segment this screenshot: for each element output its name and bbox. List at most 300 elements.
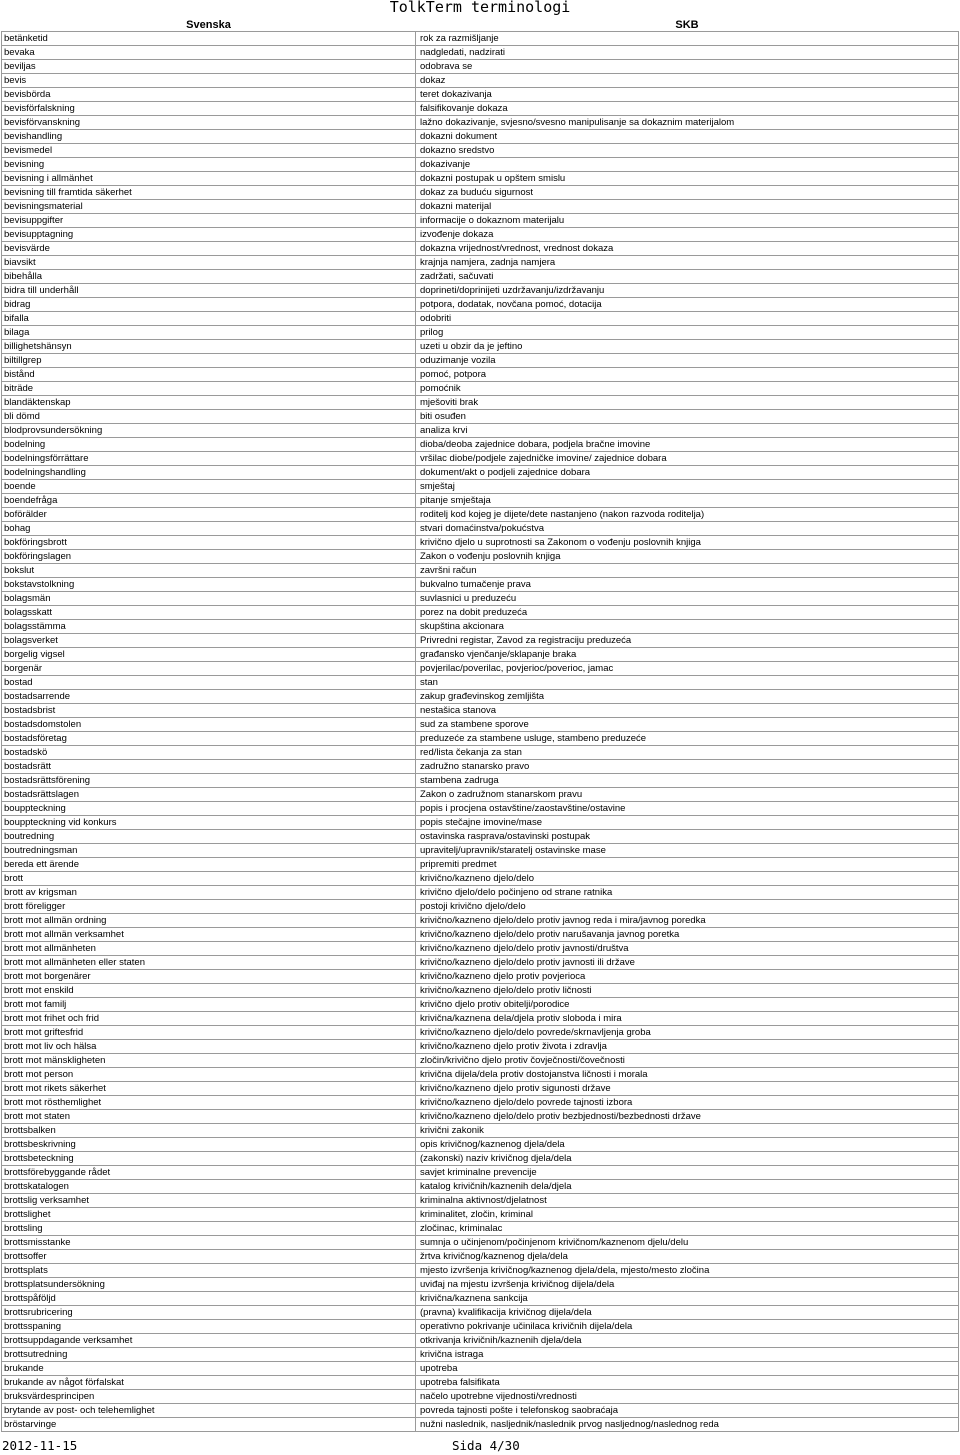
term-swedish: blandäktenskap	[2, 396, 416, 410]
table-row	[2, 1012, 959, 1026]
table-row	[2, 200, 959, 214]
term-skb: krajnja namjera, zadnja namjera	[416, 256, 959, 270]
table-row	[2, 368, 959, 382]
table-row	[2, 1334, 959, 1348]
term-swedish: brottsoffer	[2, 1250, 416, 1264]
table-row	[2, 1376, 959, 1390]
term-swedish: bevisning i allmänhet	[2, 172, 416, 186]
table-row	[2, 410, 959, 424]
table-row	[2, 1362, 959, 1376]
terminology-table	[1, 19, 959, 1432]
table-row	[2, 46, 959, 60]
term-swedish: bevisupptagning	[2, 228, 416, 242]
term-skb: kriminalitet, zločin, kriminal	[416, 1208, 959, 1222]
term-skb: preduzeće za stambene usluge, stambeno preduzeće	[416, 732, 959, 746]
term-skb: katalog krivičnih/kaznenih dela/djela	[416, 1180, 959, 1194]
table-row	[2, 1208, 959, 1222]
term-skb: mjesto izvršenja krivičnog/kaznenog djela/dela, mjesto/mesto zločina	[416, 1264, 959, 1278]
table-row	[2, 984, 959, 998]
term-swedish: brottsbeskrivning	[2, 1138, 416, 1152]
term-swedish: bodelning	[2, 438, 416, 452]
table-row	[2, 74, 959, 88]
term-skb: krivična/kaznena sankcija	[416, 1292, 959, 1306]
term-swedish: bevisvärde	[2, 242, 416, 256]
table-body	[2, 32, 959, 1432]
term-skb: uzeti u obzir da je jeftino	[416, 340, 959, 354]
table-row	[2, 228, 959, 242]
term-skb: upravitelj/upravnik/staratelj ostavinske mase	[416, 844, 959, 858]
table-row	[2, 788, 959, 802]
column-header-swedish: Svenska	[186, 19, 231, 31]
term-swedish: billighetshänsyn	[2, 340, 416, 354]
table-row	[2, 662, 959, 676]
table-row	[2, 256, 959, 270]
term-skb: red/lista čekanja za stan	[416, 746, 959, 760]
table-row	[2, 1250, 959, 1264]
term-swedish: bokstavstolkning	[2, 578, 416, 592]
table-row	[2, 1236, 959, 1250]
term-swedish: brott mot borgenärer	[2, 970, 416, 984]
term-swedish: bevisning	[2, 158, 416, 172]
term-swedish: brott mot familj	[2, 998, 416, 1012]
table-row	[2, 382, 959, 396]
table-row	[2, 508, 959, 522]
term-swedish: bevisbörda	[2, 88, 416, 102]
term-swedish: bevisförfalskning	[2, 102, 416, 116]
term-skb: ostavinska rasprava/ostavinski postupak	[416, 830, 959, 844]
term-skb: porez na dobit preduzeća	[416, 606, 959, 620]
table-row	[2, 858, 959, 872]
term-skb: krivično djelo protiv obitelji/porodice	[416, 998, 959, 1012]
term-swedish: bevisuppgifter	[2, 214, 416, 228]
table-row	[2, 1306, 959, 1320]
term-skb: bukvalno tumačenje prava	[416, 578, 959, 592]
table-row	[2, 900, 959, 914]
term-skb: pripremiti predmet	[416, 858, 959, 872]
term-swedish: brottslig verksamhet	[2, 1194, 416, 1208]
term-swedish: borgelig vigsel	[2, 648, 416, 662]
term-swedish: brottsuppdagande verksamhet	[2, 1334, 416, 1348]
term-swedish: bröstarvinge	[2, 1418, 416, 1432]
term-skb: zločin/krivično djelo protiv čovječnosti/čovečnosti	[416, 1054, 959, 1068]
term-skb: otkrivanja krivičnih/kaznenih djela/dela	[416, 1334, 959, 1348]
term-skb: zakup građevinskog zemljišta	[416, 690, 959, 704]
term-swedish: bevismedel	[2, 144, 416, 158]
table-row	[2, 1222, 959, 1236]
table-row	[2, 60, 959, 74]
term-swedish: bokslut	[2, 564, 416, 578]
term-skb: dokazni dokument	[416, 130, 959, 144]
term-swedish: bevis	[2, 74, 416, 88]
term-skb: završni račun	[416, 564, 959, 578]
term-swedish: brottspåföljd	[2, 1292, 416, 1306]
table-row	[2, 340, 959, 354]
term-swedish: brott mot rikets säkerhet	[2, 1082, 416, 1096]
term-swedish: blodprovsundersökning	[2, 424, 416, 438]
term-swedish: bostadsrätt	[2, 760, 416, 774]
term-swedish: brukande	[2, 1362, 416, 1376]
term-skb: mješoviti brak	[416, 396, 959, 410]
term-skb: oduzimanje vozila	[416, 354, 959, 368]
table-row	[2, 564, 959, 578]
term-swedish: brottsutredning	[2, 1348, 416, 1362]
term-skb: krivično/kazneno djelo/delo povrede/skrnavljenja groba	[416, 1026, 959, 1040]
table-row	[2, 1320, 959, 1334]
term-skb: odobrava se	[416, 60, 959, 74]
term-skb: nestašica stanova	[416, 704, 959, 718]
term-swedish: brott mot allmänheten eller staten	[2, 956, 416, 970]
term-swedish: brott mot allmän ordning	[2, 914, 416, 928]
table-row	[2, 1110, 959, 1124]
table-row	[2, 32, 959, 46]
table-row	[2, 1152, 959, 1166]
table-row	[2, 284, 959, 298]
table-row	[2, 172, 959, 186]
table-row	[2, 494, 959, 508]
table-row	[2, 1166, 959, 1180]
term-swedish: betänketid	[2, 32, 416, 46]
term-skb: operativno pokrivanje učinilaca krivičnih dijela/dela	[416, 1320, 959, 1334]
term-swedish: brott mot mänskligheten	[2, 1054, 416, 1068]
term-skb: krivično/kazneno djelo/delo protiv javnosti ili države	[416, 956, 959, 970]
term-skb: stan	[416, 676, 959, 690]
table-row	[2, 816, 959, 830]
term-swedish: bostadskö	[2, 746, 416, 760]
term-skb: dokaz	[416, 74, 959, 88]
term-skb: dokaz za buduću sigurnost	[416, 186, 959, 200]
term-skb: pomoć, potpora	[416, 368, 959, 382]
term-skb: popis i procjena ostavštine/zaostavštine/ostavine	[416, 802, 959, 816]
table-row	[2, 1390, 959, 1404]
term-swedish: brottsplatsundersökning	[2, 1278, 416, 1292]
table-row	[2, 648, 959, 662]
term-skb: stvari domaćinstva/pokućstva	[416, 522, 959, 536]
term-skb: doprineti/doprinijeti uzdržavanju/izdržavanju	[416, 284, 959, 298]
footer-page-number: Sida 4/30	[452, 1438, 520, 1453]
term-skb: kriminalna aktivnost/djelatnost	[416, 1194, 959, 1208]
term-skb: rok za razmišljanje	[416, 32, 959, 46]
term-swedish: bouppteckning vid konkurs	[2, 816, 416, 830]
term-swedish: bevisning till framtida säkerhet	[2, 186, 416, 200]
term-swedish: brottsling	[2, 1222, 416, 1236]
term-swedish: bibehålla	[2, 270, 416, 284]
term-skb: načelo upotrebne vijednosti/vrednosti	[416, 1390, 959, 1404]
term-swedish: bevaka	[2, 46, 416, 60]
term-swedish: bostadsrättslagen	[2, 788, 416, 802]
table-row	[2, 718, 959, 732]
term-skb: biti osuđen	[416, 410, 959, 424]
term-swedish: bevisningsmaterial	[2, 200, 416, 214]
table-row	[2, 466, 959, 480]
table-row	[2, 928, 959, 942]
term-skb: krivična/kaznena dela/djela protiv sloboda i mira	[416, 1012, 959, 1026]
term-swedish: boutredningsman	[2, 844, 416, 858]
term-swedish: boende	[2, 480, 416, 494]
term-swedish: brott mot liv och hälsa	[2, 1040, 416, 1054]
table-row	[2, 620, 959, 634]
term-swedish: boendefråga	[2, 494, 416, 508]
table-row	[2, 452, 959, 466]
term-swedish: bereda ett ärende	[2, 858, 416, 872]
term-skb: stambena zadruga	[416, 774, 959, 788]
term-skb: uviđaj na mjestu izvršenja krivičnog dijela/dela	[416, 1278, 959, 1292]
term-swedish: brottsbalken	[2, 1124, 416, 1138]
term-swedish: bostadsrättsförening	[2, 774, 416, 788]
table-row	[2, 956, 959, 970]
table-row	[2, 424, 959, 438]
term-swedish: bostadsarrende	[2, 690, 416, 704]
table-header-row	[2, 19, 959, 32]
term-skb: nužni naslednik, nasljednik/naslednik prvog nasljednog/naslednog reda	[416, 1418, 959, 1432]
term-skb: opis krivičnog/kaznenog djela/dela	[416, 1138, 959, 1152]
term-skb: Privredni registar, Zavod za registraciju preduzeća	[416, 634, 959, 648]
term-swedish: boförälder	[2, 508, 416, 522]
table-row	[2, 158, 959, 172]
table-row	[2, 578, 959, 592]
table-row	[2, 242, 959, 256]
table-row	[2, 522, 959, 536]
table-row	[2, 130, 959, 144]
term-skb: smještaj	[416, 480, 959, 494]
term-skb: krivično/kazneno djelo protiv života i zdravlja	[416, 1040, 959, 1054]
term-swedish: brukande av något förfalskat	[2, 1376, 416, 1390]
term-swedish: bevisförvanskning	[2, 116, 416, 130]
term-swedish: boutredning	[2, 830, 416, 844]
table-row	[2, 144, 959, 158]
term-swedish: beviljas	[2, 60, 416, 74]
term-swedish: bostadsdomstolen	[2, 718, 416, 732]
page-footer	[2, 1438, 958, 1454]
table-row	[2, 914, 959, 928]
term-skb: pitanje smještaja	[416, 494, 959, 508]
table-row	[2, 102, 959, 116]
term-skb: krivično/kazneno djelo/delo protiv javnog reda i mira/javnog poredka	[416, 914, 959, 928]
term-swedish: brott av krigsman	[2, 886, 416, 900]
term-swedish: bodelningshandling	[2, 466, 416, 480]
term-skb: krivično/kazneno djelo/delo protiv bezbjednosti/bezbednosti države	[416, 1110, 959, 1124]
term-skb: dokazivanje	[416, 158, 959, 172]
column-header-skb: SKB	[675, 19, 699, 31]
term-skb: pomoćnik	[416, 382, 959, 396]
table-row	[2, 1124, 959, 1138]
table-row	[2, 326, 959, 340]
term-swedish: brott mot allmänheten	[2, 942, 416, 956]
table-row	[2, 1418, 959, 1432]
table-row	[2, 592, 959, 606]
term-swedish: bolagsstämma	[2, 620, 416, 634]
table-row	[2, 1278, 959, 1292]
table-row	[2, 550, 959, 564]
term-skb: upotreba	[416, 1362, 959, 1376]
term-swedish: brott mot enskild	[2, 984, 416, 998]
term-skb: krivično djelo/delo počinjeno od strane ratnika	[416, 886, 959, 900]
term-swedish: brott föreligger	[2, 900, 416, 914]
term-swedish: brottsrubricering	[2, 1306, 416, 1320]
term-skb: dioba/deoba zajednice dobara, podjela bračne imovine	[416, 438, 959, 452]
term-skb: prilog	[416, 326, 959, 340]
term-skb: teret dokazivanja	[416, 88, 959, 102]
term-swedish: brytande av post- och telehemlighet	[2, 1404, 416, 1418]
table-row	[2, 830, 959, 844]
table-row	[2, 886, 959, 900]
table-row	[2, 690, 959, 704]
term-swedish: brott mot rösthemlighet	[2, 1096, 416, 1110]
term-skb: upotreba falsifikata	[416, 1376, 959, 1390]
term-swedish: brott mot staten	[2, 1110, 416, 1124]
term-skb: krivično/kazneno djelo/delo povrede tajnosti izbora	[416, 1096, 959, 1110]
term-skb: zadržati, sačuvati	[416, 270, 959, 284]
table-row	[2, 802, 959, 816]
term-swedish: brottsspaning	[2, 1320, 416, 1334]
table-row	[2, 844, 959, 858]
table-row	[2, 676, 959, 690]
term-skb: falsifikovanje dokaza	[416, 102, 959, 116]
term-swedish: bokföringslagen	[2, 550, 416, 564]
table-row	[2, 1404, 959, 1418]
term-skb: nadgledati, nadzirati	[416, 46, 959, 60]
term-swedish: bli dömd	[2, 410, 416, 424]
term-skb: krivično/kazneno djelo protiv povjerioca	[416, 970, 959, 984]
term-skb: lažno dokazivanje, svjesno/svesno manipulisanje sa dokaznim materijalom	[416, 116, 959, 130]
term-skb: dokazno sredstvo	[416, 144, 959, 158]
table-row	[2, 1096, 959, 1110]
term-swedish: bostad	[2, 676, 416, 690]
term-skb: dokazni materijal	[416, 200, 959, 214]
term-swedish: bistånd	[2, 368, 416, 382]
table-row	[2, 438, 959, 452]
table-row	[2, 88, 959, 102]
term-swedish: biavsikt	[2, 256, 416, 270]
table-row	[2, 1180, 959, 1194]
term-swedish: brott mot griftesfrid	[2, 1026, 416, 1040]
term-swedish: brott mot person	[2, 1068, 416, 1082]
term-swedish: bruksvärdesprincipen	[2, 1390, 416, 1404]
term-swedish: bidra till underhåll	[2, 284, 416, 298]
table-row	[2, 942, 959, 956]
term-skb: krivična dijela/dela protiv dostojanstva ličnosti i morala	[416, 1068, 959, 1082]
table-row	[2, 1264, 959, 1278]
term-swedish: bouppteckning	[2, 802, 416, 816]
term-skb: roditelj kod kojeg je dijete/dete nastanjeno (nakon razvoda roditelja)	[416, 508, 959, 522]
term-swedish: brott mot frihet och frid	[2, 1012, 416, 1026]
table-row	[2, 270, 959, 284]
table-row	[2, 732, 959, 746]
term-swedish: biltillgrep	[2, 354, 416, 368]
term-skb: (zakonski) naziv krivičnog djela/dela	[416, 1152, 959, 1166]
table-row	[2, 872, 959, 886]
term-skb: suvlasnici u preduzeću	[416, 592, 959, 606]
table-row	[2, 396, 959, 410]
table-row	[2, 480, 959, 494]
term-swedish: brottskatalogen	[2, 1180, 416, 1194]
term-swedish: bifalla	[2, 312, 416, 326]
term-skb: sumnja o učinjenom/počinjenom krivičnom/kaznenom djelu/delu	[416, 1236, 959, 1250]
term-swedish: brottsförebyggande rådet	[2, 1166, 416, 1180]
term-skb: građansko vjenčanje/sklapanje braka	[416, 648, 959, 662]
term-skb: krivično/kazneno djelo/delo protiv ličnosti	[416, 984, 959, 998]
table-row	[2, 1082, 959, 1096]
term-swedish: bolagsmän	[2, 592, 416, 606]
term-swedish: brottslighet	[2, 1208, 416, 1222]
term-skb: Zakon o zadružnom stanarskom pravu	[416, 788, 959, 802]
term-swedish: bidrag	[2, 298, 416, 312]
table-row	[2, 312, 959, 326]
table-row	[2, 186, 959, 200]
term-swedish: bokföringsbrott	[2, 536, 416, 550]
term-swedish: brottsplats	[2, 1264, 416, 1278]
table-row	[2, 1040, 959, 1054]
table-row	[2, 704, 959, 718]
table-row	[2, 606, 959, 620]
term-skb: krivična istraga	[416, 1348, 959, 1362]
term-swedish: brott mot allmän verksamhet	[2, 928, 416, 942]
table-row	[2, 774, 959, 788]
term-swedish: bolagsverket	[2, 634, 416, 648]
term-skb: krivično djelo u suprotnosti sa Zakonom o vođenju poslovnih knjiga	[416, 536, 959, 550]
term-skb: dokument/akt o podjeli zajednice dobara	[416, 466, 959, 480]
table-row	[2, 1292, 959, 1306]
term-skb: povreda tajnosti pošte i telefonskog saobraćaja	[416, 1404, 959, 1418]
term-skb: analiza krvi	[416, 424, 959, 438]
table-row	[2, 116, 959, 130]
term-skb: krivično/kazneno djelo/delo protiv javnosti/društva	[416, 942, 959, 956]
term-swedish: brottsmisstanke	[2, 1236, 416, 1250]
term-skb: žrtva krivičnog/kaznenog djela/dela	[416, 1250, 959, 1264]
table-row	[2, 1194, 959, 1208]
term-skb: savjet kriminalne prevencije	[416, 1166, 959, 1180]
term-skb: zločinac, kriminalac	[416, 1222, 959, 1236]
table-row	[2, 214, 959, 228]
term-skb: krivično/kazneno djelo/delo protiv narušavanja javnog poretka	[416, 928, 959, 942]
term-swedish: bohag	[2, 522, 416, 536]
term-skb: krivično/kazneno djelo protiv sigunosti države	[416, 1082, 959, 1096]
document-title: TolkTerm terminologi	[389, 0, 571, 16]
footer-date: 2012-11-15	[2, 1438, 78, 1453]
table-row	[2, 746, 959, 760]
term-swedish: bostadsföretag	[2, 732, 416, 746]
table-row	[2, 634, 959, 648]
term-skb: popis stečajne imovine/mase	[416, 816, 959, 830]
term-swedish: biträde	[2, 382, 416, 396]
term-swedish: bodelningsförrättare	[2, 452, 416, 466]
term-swedish: bostadsbrist	[2, 704, 416, 718]
term-swedish: bilaga	[2, 326, 416, 340]
term-skb: krivični zakonik	[416, 1124, 959, 1138]
table-row	[2, 760, 959, 774]
term-skb: povjerilac/poverilac, povjerioc/poverioc, jamac	[416, 662, 959, 676]
term-skb: postoji krivično djelo/delo	[416, 900, 959, 914]
term-swedish: brottsbeteckning	[2, 1152, 416, 1166]
term-swedish: bevishandling	[2, 130, 416, 144]
table-row	[2, 1026, 959, 1040]
term-skb: sud za stambene sporove	[416, 718, 959, 732]
table-row	[2, 536, 959, 550]
table-row	[2, 1138, 959, 1152]
term-skb: skupština akcionara	[416, 620, 959, 634]
table-row	[2, 1054, 959, 1068]
term-skb: (pravna) kvalifikacija krivičnog dijela/dela	[416, 1306, 959, 1320]
table-row	[2, 970, 959, 984]
term-skb: vršilac diobe/podjele zajedničke imovine/ zajednice dobara	[416, 452, 959, 466]
table-row	[2, 998, 959, 1012]
term-skb: dokazni postupak u opštem smislu	[416, 172, 959, 186]
term-skb: odobriti	[416, 312, 959, 326]
term-skb: krivično/kazneno djelo/delo	[416, 872, 959, 886]
term-skb: dokazna vrijednost/vrednost, vrednost dokaza	[416, 242, 959, 256]
term-skb: potpora, dodatak, novčana pomoć, dotacija	[416, 298, 959, 312]
term-swedish: brott	[2, 872, 416, 886]
table-row	[2, 354, 959, 368]
